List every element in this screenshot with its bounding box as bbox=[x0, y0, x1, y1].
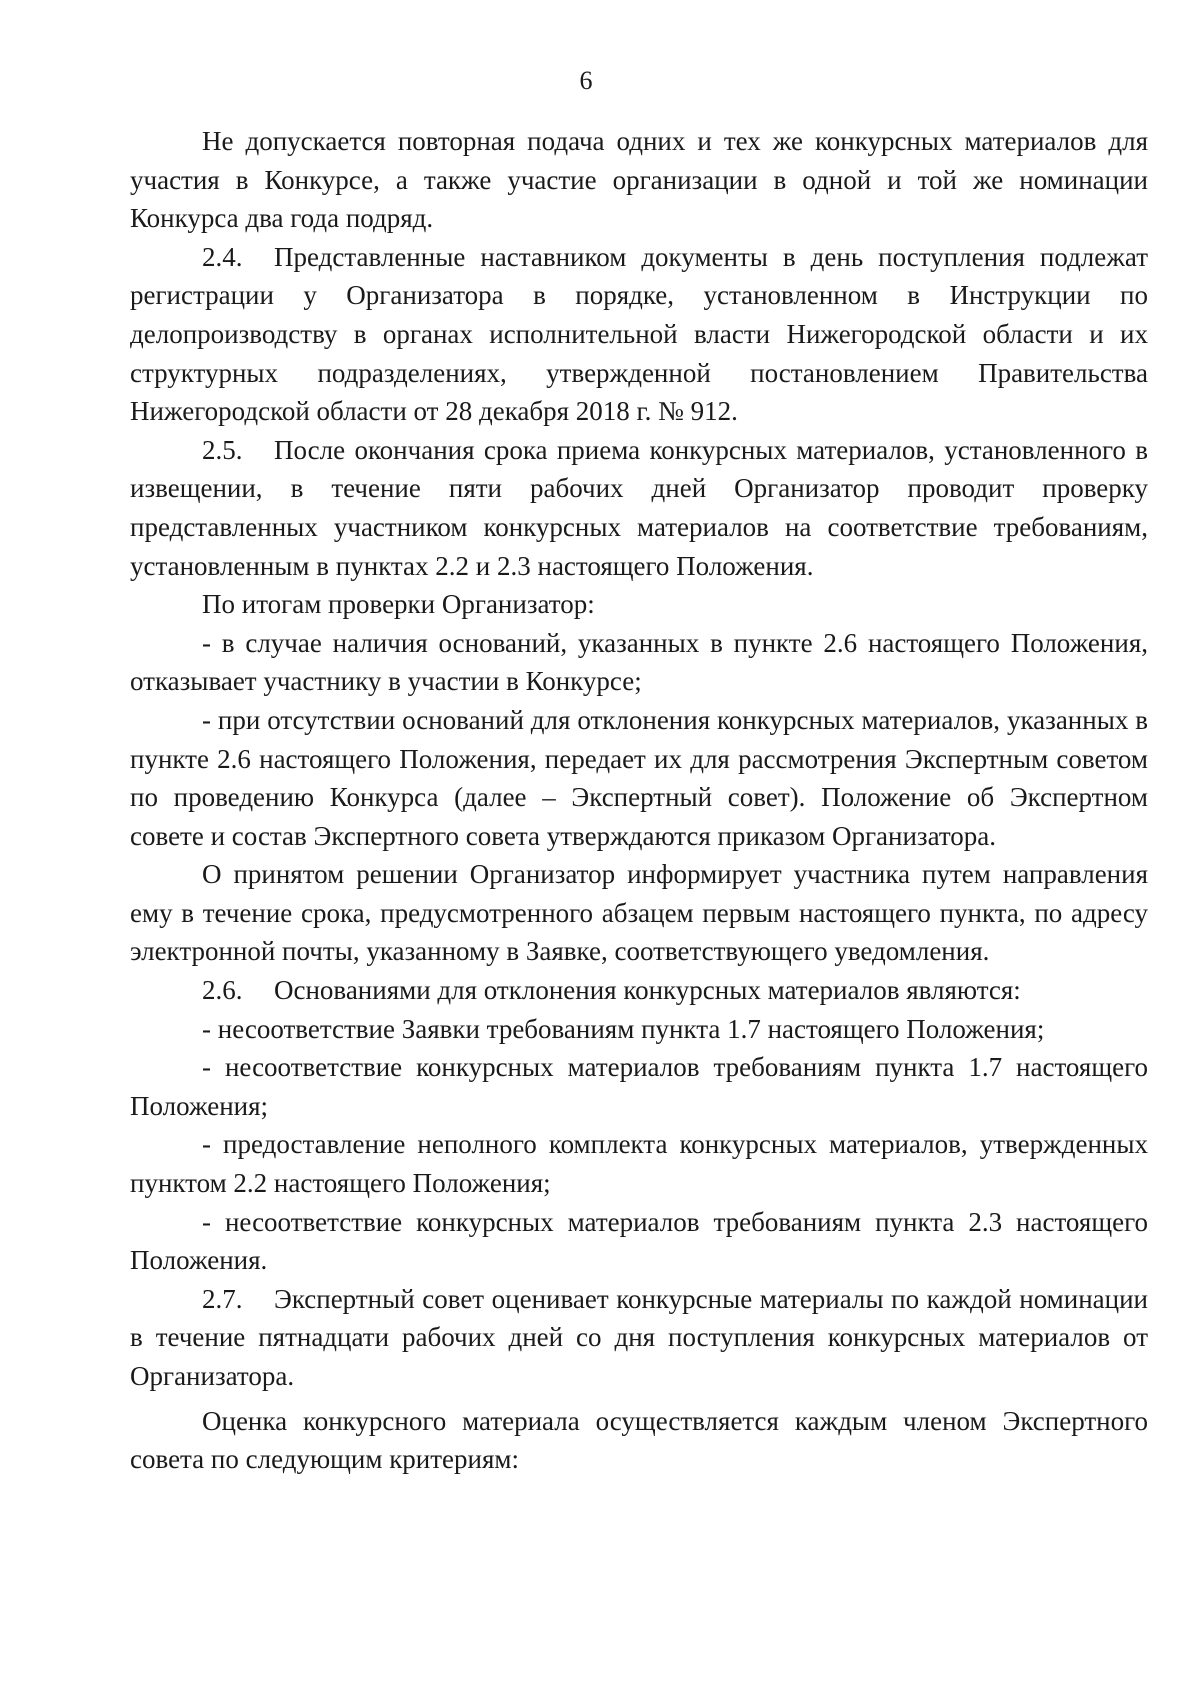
paragraph-repeat-submission bbox=[130, 122, 1148, 238]
paragraph-2-4 bbox=[130, 238, 1148, 431]
paragraph-transfer bbox=[130, 701, 1148, 855]
paragraph-reason-1 bbox=[130, 1010, 1148, 1049]
paragraph-text: Не допускается повторная подача одних и тех же конкурсных материалов для участия в Конкурсе, а также участие организации в одной и той же номинации Конкурса два года подряд. bbox=[130, 126, 1148, 234]
clause-number: 2.6. bbox=[202, 975, 243, 1006]
paragraph-text: Экспертный совет оценивает конкурсные материалы по каждой номинации в течение пятнадцати рабочих дней со дня поступления конкурсных материалов от Организатора. bbox=[130, 1283, 1148, 1391]
clause-number: 2.4. bbox=[202, 241, 243, 272]
paragraph-text: - в случае наличия оснований, указанных в пункте 2.6 настоящего Положения, отказывает участнику в участии в Конкурсе; bbox=[130, 627, 1148, 697]
paragraph-criteria bbox=[130, 1402, 1148, 1479]
paragraph-reason-2 bbox=[130, 1048, 1148, 1125]
paragraph-text: Основаниями для отклонения конкурсных материалов являются: bbox=[274, 975, 1021, 1006]
paragraph-2-7 bbox=[130, 1280, 1148, 1396]
paragraph-text: - несоответствие Заявки требованиям пункта 1.7 настоящего Положения; bbox=[202, 1013, 1045, 1044]
clause-number: 2.5. bbox=[202, 434, 243, 465]
paragraph-text: - несоответствие конкурсных материалов требованиям пункта 1.7 настоящего Положения; bbox=[130, 1052, 1148, 1121]
paragraph-reason-3 bbox=[130, 1125, 1148, 1202]
paragraph-text: - несоответствие конкурсных материалов требованиям пункта 2.3 настоящего Положения. bbox=[130, 1206, 1148, 1276]
paragraph-text: Представленные наставником документы в день поступления подлежат регистрации у Организатора в порядке, установленном в Инструкции по делопроизводству в органах исполнительной власти Нижегородской области и их структурных подразделениях, утвержденной постановлением Правительства Нижегородской области от 28 декабря 2018 г. № 912. bbox=[130, 241, 1148, 427]
paragraph-text: О принятом решении Организатор информирует участника путем направления ему в течение срока, предусмотренного абзацем первым настоящего пункта, по адресу электронной почты, указанному в Заявке, соответствующего уведомления. bbox=[130, 859, 1148, 967]
paragraph-notify bbox=[130, 855, 1148, 971]
paragraph-text: - предоставление неполного комплекта конкурсных материалов, утвержденных пунктом 2.2 настоящего Положения; bbox=[130, 1129, 1148, 1199]
paragraph-refuse bbox=[130, 624, 1148, 701]
paragraph-reason-4 bbox=[130, 1203, 1148, 1280]
paragraph-text: - при отсутствии оснований для отклонения конкурсных материалов, указанных в пункте 2.6 настоящего Положения, передает их для рассмотрения Экспертным советом по проведению Конкурса (далее – Экспертный совет). Положение об Экспертном совете и состав Экспертного совета утверждаются приказом Организатора. bbox=[130, 704, 1148, 851]
document-body bbox=[130, 122, 1148, 1479]
paragraph-text: Оценка конкурсного материала осуществляется каждым членом Экспертного совета по следующим критериям: bbox=[130, 1405, 1148, 1475]
page-number: 6 bbox=[579, 66, 593, 95]
paragraph-text: По итогам проверки Организатор: bbox=[202, 589, 595, 620]
paragraph-check-results bbox=[130, 585, 1148, 624]
clause-number: 2.7. bbox=[202, 1283, 243, 1314]
paragraph-text: После окончания срока приема конкурсных материалов, установленного в извещении, в течение пяти рабочих дней Организатор проводит проверку представленных участником конкурсных материалов на соответствие требованиям, установленным в пунктах 2.2 и 2.3 настоящего Положения. bbox=[130, 434, 1148, 581]
paragraph-2-6 bbox=[130, 971, 1148, 1010]
paragraph-2-5 bbox=[130, 431, 1148, 585]
